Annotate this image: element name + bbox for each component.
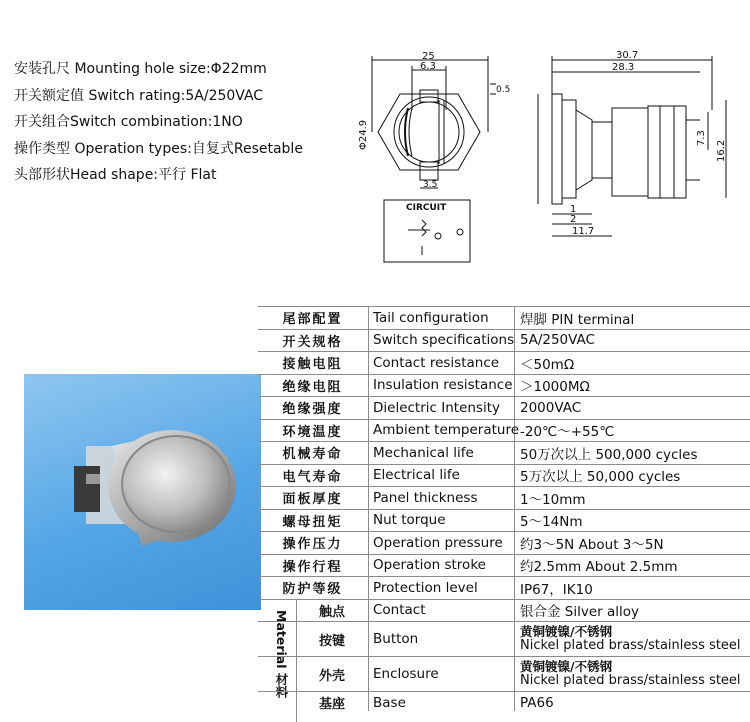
material-section xyxy=(258,600,750,714)
row-cn: 触点 xyxy=(318,604,345,620)
row-cn: 电气寿命 xyxy=(282,469,343,485)
row-cn: 绝缘电阻 xyxy=(282,379,343,395)
dim-2: 2 xyxy=(570,214,577,225)
row-en: Enclosure xyxy=(373,666,439,682)
row-value: 约3～5N About 3～5N xyxy=(520,536,664,553)
row-value xyxy=(520,622,750,656)
row-en: Nut torque xyxy=(373,512,446,529)
dim-6-3: 6.3 xyxy=(420,61,436,72)
row-en: Switch specifications xyxy=(373,332,515,349)
table-row xyxy=(258,306,750,330)
row-value-en: Nickel plated brass/stainless steel xyxy=(520,673,741,688)
row-value: IP67，IK10 xyxy=(520,581,593,598)
dim-3-5: 3.5 xyxy=(423,180,438,190)
row-cn: 面板厚度 xyxy=(282,492,343,508)
row-en: Insulation resistance xyxy=(373,377,513,394)
row-value-cn: 黄铜镀镍/不锈钢 xyxy=(520,659,613,674)
table-row xyxy=(258,532,750,555)
row-cn: 螺母扭矩 xyxy=(282,514,343,530)
dim-1: 1 xyxy=(570,204,577,215)
row-value: PA66 xyxy=(520,694,554,711)
dim-25: 25 xyxy=(422,51,435,62)
table-row xyxy=(258,465,750,488)
row-cn: 尾部配置 xyxy=(282,312,343,328)
row-value-cn: 黄铜镀镍/不锈钢 xyxy=(520,624,613,639)
row-value xyxy=(520,657,750,691)
row-en: Panel thickness xyxy=(373,489,478,506)
row-cn: 开关规格 xyxy=(282,334,343,350)
row-value: 1～10mm xyxy=(520,491,586,508)
row-en: Operation stroke xyxy=(373,557,486,574)
table-row xyxy=(258,487,750,510)
row-en: Dielectric Intensity xyxy=(373,399,500,416)
dim-28-3: 28.3 xyxy=(612,62,635,73)
row-cn: 机械寿命 xyxy=(282,447,343,463)
spec-operation-type: 操作类型 Operation types:自复式Resetable xyxy=(14,140,303,157)
row-value: 约2.5mm About 2.5mm xyxy=(520,559,678,576)
spec-mounting-hole: 安装孔尺 Mounting hole size:Φ22mm xyxy=(14,61,267,77)
row-value: 50万次以上 500,000 cycles xyxy=(520,446,698,463)
row-value: 2000VAC xyxy=(520,399,582,416)
row-en: Tail configuration xyxy=(373,309,489,326)
circuit-label: CIRCUIT xyxy=(406,203,447,213)
table-row xyxy=(258,657,750,692)
switch-housing xyxy=(74,430,236,546)
row-value: 银合金 Silver alloy xyxy=(520,604,640,621)
row-cn: 按键 xyxy=(318,633,345,649)
table-row xyxy=(258,577,750,600)
row-en: Contact resistance xyxy=(373,354,500,371)
table-row xyxy=(258,600,750,623)
table-row xyxy=(258,442,750,465)
row-en: Base xyxy=(373,694,406,711)
row-cn: 环境温度 xyxy=(282,424,343,440)
row-cn: 接触电阻 xyxy=(282,357,343,373)
dim-0-5: 0.5 xyxy=(496,85,511,95)
row-cn: 防护等级 xyxy=(282,582,343,598)
row-cn: 绝缘强度 xyxy=(282,402,343,418)
dimension-drawings xyxy=(360,50,740,265)
dim-16-2: 16.2 xyxy=(716,139,727,162)
row-value: 焊脚 PIN terminal xyxy=(520,311,635,328)
spec-table xyxy=(258,306,750,714)
row-value: -20℃～+55℃ xyxy=(520,424,615,441)
row-value: ＜50mΩ xyxy=(520,356,575,373)
spec-head-shape: 头部形状Head shape:平行 Flat xyxy=(14,167,217,183)
product-photo xyxy=(24,374,261,610)
row-value: ＞1000MΩ xyxy=(520,379,590,396)
row-value: 5A/250VAC xyxy=(520,332,595,349)
row-value-en: Nickel plated brass/stainless steel xyxy=(520,638,741,653)
row-cn: 操作行程 xyxy=(282,559,343,575)
table-row xyxy=(258,420,750,443)
table-row xyxy=(258,622,750,657)
table-row xyxy=(258,692,750,714)
spec-summary xyxy=(14,56,344,189)
table-row xyxy=(258,555,750,578)
row-en: Contact xyxy=(373,602,426,619)
row-en: Ambient temperature xyxy=(373,422,520,439)
dim-30-7: 30.7 xyxy=(616,50,639,61)
row-en: Button xyxy=(373,631,419,647)
dim-11-7: 11.7 xyxy=(572,226,595,237)
table-row xyxy=(258,352,750,375)
table-row xyxy=(258,375,750,398)
table-row xyxy=(258,330,750,353)
front-view-hex xyxy=(378,94,480,170)
table-row xyxy=(258,397,750,420)
spec-switch-combination: 开关组合Switch combination:1NO xyxy=(14,114,243,130)
row-cn: 操作压力 xyxy=(282,537,343,553)
row-cn: 外壳 xyxy=(318,668,345,684)
dim-phi-24-9: Φ24.9 xyxy=(358,119,369,150)
dim-7-3: 7.3 xyxy=(696,130,707,146)
material-label: Material 材料 xyxy=(274,609,289,698)
row-en: Operation pressure xyxy=(373,534,503,551)
spec-switch-rating: 开关额定值 Switch rating:5A/250VAC xyxy=(14,87,264,104)
row-value: 5～14Nm xyxy=(520,514,583,531)
row-en: Electrical life xyxy=(373,467,460,484)
row-en: Mechanical life xyxy=(373,444,474,461)
row-en: Protection level xyxy=(373,579,478,596)
row-cn: 基座 xyxy=(318,697,345,713)
table-row xyxy=(258,510,750,533)
row-value: 5万次以上 50,000 cycles xyxy=(520,469,681,486)
